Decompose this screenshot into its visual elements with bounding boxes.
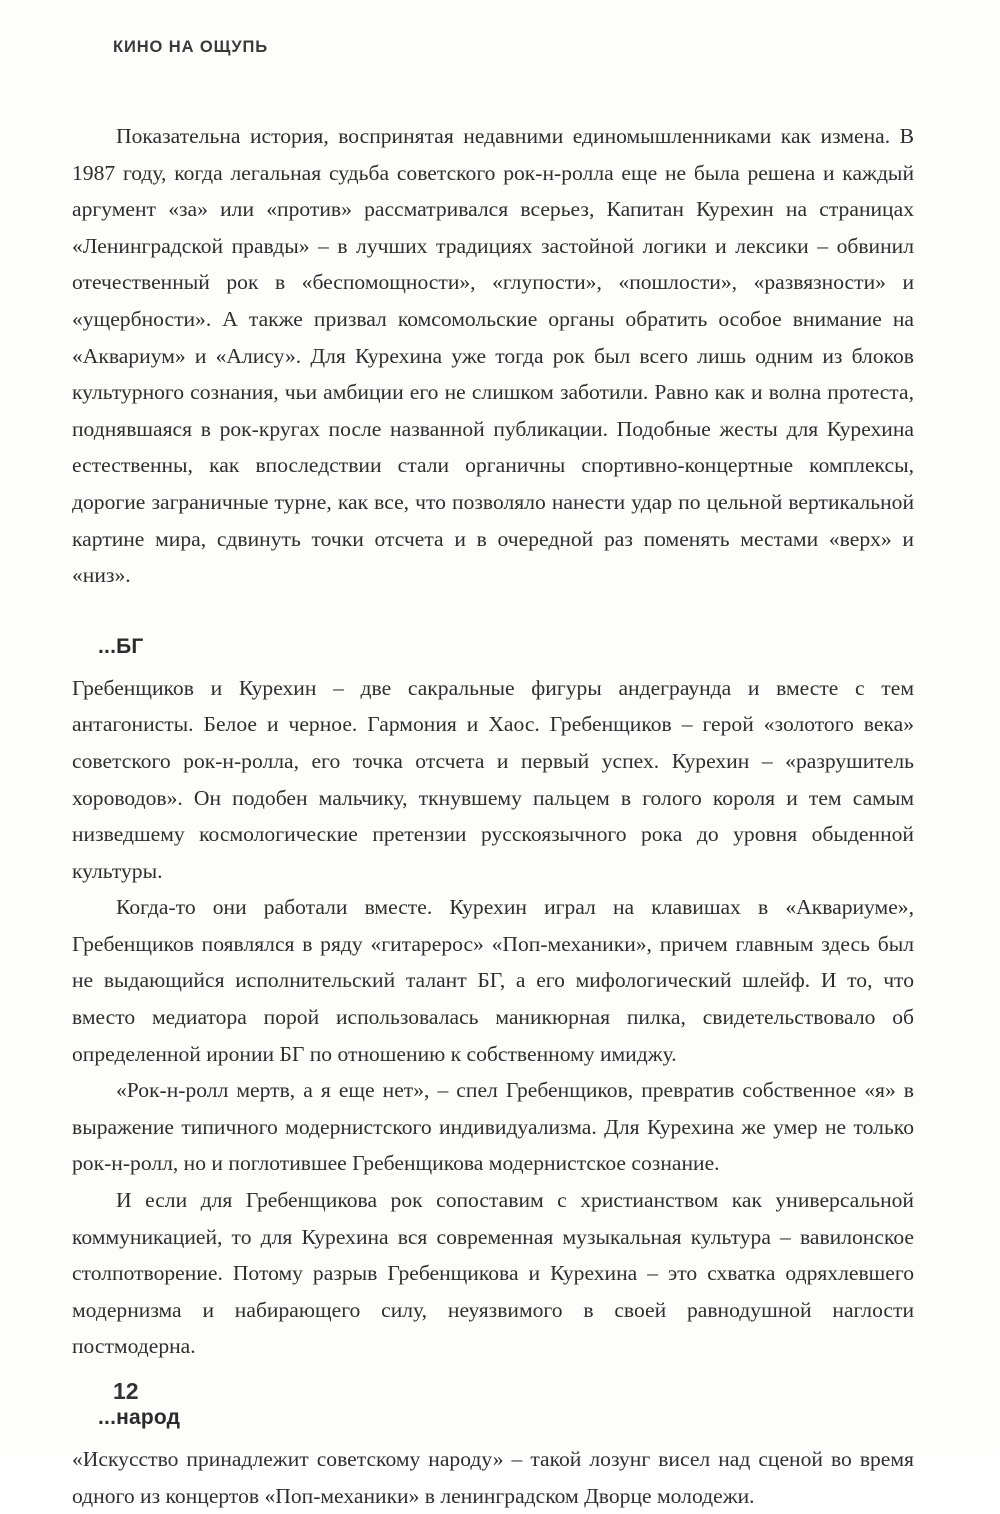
- paragraph-bg-2: Когда-то они работали вместе. Курехин играл на клавишах в «Аквариуме», Гребенщиков появлялся в ряду «гитарерос» «Поп-механики», причем главным здесь был не выдающийся исполнительский талант БГ, а его мифологический шлейф. И то, что вместо медиатора порой использовалась маникюрная пилка, свидетельствовало об определенной иронии БГ по отношению к собственному имиджу.: [72, 895, 914, 1066]
- paragraph-narod-1: «Искусство принадлежит советскому народу» – такой лозунг висел над сценой во время одного из концертов «Поп-механики» в ленинградском Дворце молодежи.: [72, 1447, 914, 1508]
- spacer-before-bg-heading: [72, 594, 914, 635]
- spacer-after-narod-heading: [72, 1430, 914, 1441]
- paragraph-bg-4: И если для Гребенщикова рок сопоставим с христианством как универсальной коммуникацией, то для Курехина вся современная музыкальная культура – вавилонское столпотворение. Потому разрыв Гребенщикова и Курехина – это схватка одряхлевшего модернизма и набирающего силу, неуязвимого в своей равнодушной наглости постмодерна.: [72, 1188, 914, 1359]
- page-number: 12: [113, 1378, 139, 1404]
- paragraph-bg-3: «Рок-н-ролл мертв, а я еще нет», – спел Гребенщиков, превратив собственное «я» в выражение типичного модернистского индивидуализма. Для Курехина же умер не только рок-н-ролл, но и поглотившее Гребенщикова модернистское сознание.: [72, 1078, 914, 1176]
- spacer-after-bg-heading: [72, 659, 914, 670]
- text-column: [72, 118, 914, 1514]
- running-head: КИНО НА ОЩУПЬ: [113, 38, 269, 56]
- paragraph-intro: Показательна история, воспринятая недавними единомышленниками как измена. В 1987 году, когда легальная судьба советского рок-н-ролла еще не была решена и каждый аргумент «за» или «против» рассматривался всерьез, Капитан Курехин на страницах «Ленинградской правды» – в лучших традициях застойной логики и лексики – обвинил отечественный рок в «беспомощности», «глупости», «пошлости», «развязности» и «ущербности». А также призвал комсомольские органы обратить особое внимание на «Аквариум» и «Алису». Для Курехина уже тогда рок был всего лишь одним из блоков культурного сознания, чьи амбиции его не слишком заботили. Равно как и волна протеста, поднявшаяся в рок-кругах после названной публикации. Подобные жесты для Курехина естественны, как впоследствии стали органичны спортивно-концертные комплексы, дорогие заграничные турне, как все, что позволяло нанести удар по цельной вертикальной картине мира, сдвинуть точки отсчета и в очередной раз поменять местами «верх» и «низ».: [72, 124, 914, 588]
- section-heading-narod: ...народ: [98, 1406, 181, 1429]
- section-heading-bg: ...БГ: [98, 634, 144, 658]
- spacer-before-narod-heading: [72, 1365, 914, 1406]
- paragraph-bg-1: Гребенщиков и Курехин – две сакральные фигуры андеграунда и вместе с тем антагонисты. Белое и черное. Гармония и Хаос. Гребенщиков – герой «золотого века» советского рок-н-ролла, его точка отсчета и первый успех. Курехин – «разрушитель хороводов». Он подобен мальчику, ткнувшему пальцем в голого короля и тем самым низведшему космологические претензии русскоязычного рока до уровня обыденной культуры.: [72, 675, 914, 883]
